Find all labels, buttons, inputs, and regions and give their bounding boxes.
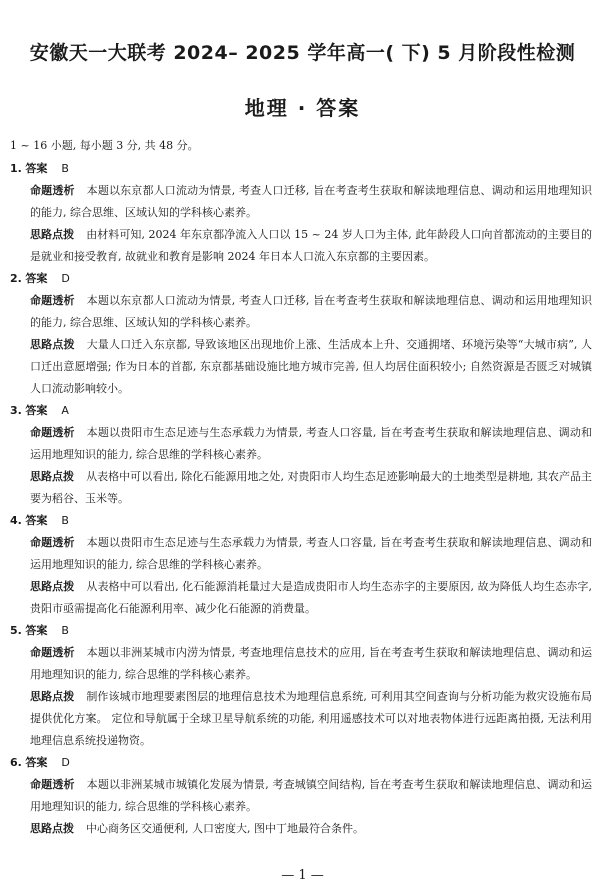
question-header <box>10 510 592 532</box>
page-number: — 1 — <box>281 868 324 883</box>
hint-label: 思路点拨 <box>30 580 75 593</box>
analysis-text: 本题以贵阳市生态足迹与生态承载力为情景, 考查人口容量, 旨在考查考生获取和解读地理信息、调动和运用地理知识的能力, 综合思维的学科核心素养。 <box>30 536 593 571</box>
question-number: 2. <box>10 272 22 285</box>
hint-paragraph <box>10 576 592 620</box>
hint-text: 从表格中可以看出, 化石能源消耗量过大是造成贵阳市人均生态赤字的主要原因, 故为降低人均生态赤字, 贵阳市亟需提高化石能源利用率、减少化石能源的消费量。 <box>30 580 593 615</box>
analysis-label: 命题透析 <box>30 778 75 791</box>
analysis-paragraph <box>10 180 592 224</box>
question-item <box>10 510 592 620</box>
hint-paragraph <box>10 334 592 400</box>
hint-paragraph <box>10 466 592 510</box>
analysis-text: 本题以东京都人口流动为情景, 考查人口迁移, 旨在考查考生获取和解读地理信息、调动和运用地理知识的能力, 综合思维、区域认知的学科核心素养。 <box>30 184 593 219</box>
analysis-text: 本题以非洲某城市内涝为情景, 考查地理信息技术的应用, 旨在考查考生获取和解读地理信息、调动和运用地理知识的能力, 综合思维的学科核心素养。 <box>30 646 593 681</box>
question-item <box>10 268 592 400</box>
question-number: 1. <box>10 162 22 175</box>
question-item <box>10 752 592 840</box>
analysis-label: 命题透析 <box>30 536 75 549</box>
hint-label: 思路点拨 <box>30 690 75 703</box>
analysis-label: 命题透析 <box>30 184 75 197</box>
analysis-paragraph <box>10 532 592 576</box>
hint-label: 思路点拨 <box>30 228 75 241</box>
answer-choice: B <box>61 162 69 175</box>
question-item <box>10 620 592 752</box>
analysis-label: 命题透析 <box>30 294 75 307</box>
analysis-text: 本题以东京都人口流动为情景, 考查人口迁移, 旨在考查考生获取和解读地理信息、调动和运用地理知识的能力, 综合思维、区域认知的学科核心素养。 <box>30 294 593 329</box>
question-header <box>10 158 592 180</box>
answer-label: 答案 <box>25 514 48 527</box>
question-number: 6. <box>10 756 22 769</box>
answer-label: 答案 <box>25 162 48 175</box>
section-intro: 1 ~ 16 小题, 每小题 3 分, 共 48 分。 <box>10 139 199 152</box>
question-number: 3. <box>10 404 22 417</box>
answer-choice: B <box>61 514 69 527</box>
answer-choice: A <box>61 404 69 417</box>
question-header <box>10 752 592 774</box>
hint-text: 大量人口迁入东京都, 导致该地区出现地价上涨、生活成本上升、交通拥堵、环境污染等“大城市病”, 人口迁出意愿增强; 作为日本的首都, 东京都基础设施比地方城市完善, 但人均居住面积较小; 自然资源是否匮乏对城镇人口流动影响较小。 <box>30 338 593 395</box>
question-header <box>10 400 592 422</box>
analysis-text: 本题以贵阳市生态足迹与生态承载力为情景, 考查人口容量, 旨在考查考生获取和解读地理信息、调动和运用地理知识的能力, 综合思维的学科核心素养。 <box>30 426 593 461</box>
analysis-paragraph <box>10 774 592 818</box>
answer-choice: B <box>61 624 69 637</box>
hint-label: 思路点拨 <box>30 338 75 351</box>
answer-label: 答案 <box>25 404 48 417</box>
question-item <box>10 158 592 268</box>
analysis-text: 本题以非洲某城市城镇化发展为情景, 考查城镇空间结构, 旨在考查考生获取和解读地理信息、调动和运用地理知识的能力, 综合思维的学科核心素养。 <box>30 778 593 813</box>
document-subtitle: 地理 · 答案 <box>244 96 361 120</box>
hint-label: 思路点拨 <box>30 470 75 483</box>
hint-paragraph <box>10 224 592 268</box>
hint-text: 中心商务区交通便利, 人口密度大, 图中丁地最符合条件。 <box>86 822 364 835</box>
answer-label: 答案 <box>25 624 48 637</box>
answer-content <box>10 137 592 840</box>
answer-choice: D <box>61 272 70 285</box>
answer-label: 答案 <box>25 756 48 769</box>
question-number: 4. <box>10 514 22 527</box>
hint-text: 制作该城市地理要素图层的地理信息技术为地理信息系统, 可利用其空间查询与分析功能为救灾设施布局提供优化方案。 定位和导航属于全球卫星导航系统的功能, 利用遥感技术可以对地表物体进行远距离拍摄, 无法利用地理信息系统投递物资。 <box>30 690 592 747</box>
analysis-paragraph <box>10 290 592 334</box>
answer-label: 答案 <box>25 272 48 285</box>
hint-label: 思路点拨 <box>30 822 74 835</box>
analysis-label: 命题透析 <box>30 426 75 439</box>
question-item <box>10 400 592 510</box>
hint-paragraph <box>10 686 592 752</box>
question-header <box>10 620 592 642</box>
question-number: 5. <box>10 624 22 637</box>
question-header <box>10 268 592 290</box>
question-list <box>10 158 592 840</box>
analysis-paragraph <box>10 642 592 686</box>
analysis-label: 命题透析 <box>30 646 75 659</box>
analysis-paragraph <box>10 422 592 466</box>
hint-paragraph <box>10 818 592 840</box>
hint-text: 从表格中可以看出, 除化石能源用地之处, 对贵阳市人均生态足迹影响最大的土地类型是耕地, 其农产品主要为稻谷、玉米等。 <box>30 470 593 505</box>
answer-choice: D <box>61 756 70 769</box>
document-title: 安徽天一大联考 2024– 2025 学年高一( 下) 5 月阶段性检测 <box>29 42 576 64</box>
hint-text: 由材料可知, 2024 年东京都净流入人口以 15 ~ 24 岁人口为主体, 此年龄段人口向首都流动的主要目的是就业和接受教育, 故就业和教育是影响 2024 年日本人口流入东京都的主要因素。 <box>30 228 593 263</box>
